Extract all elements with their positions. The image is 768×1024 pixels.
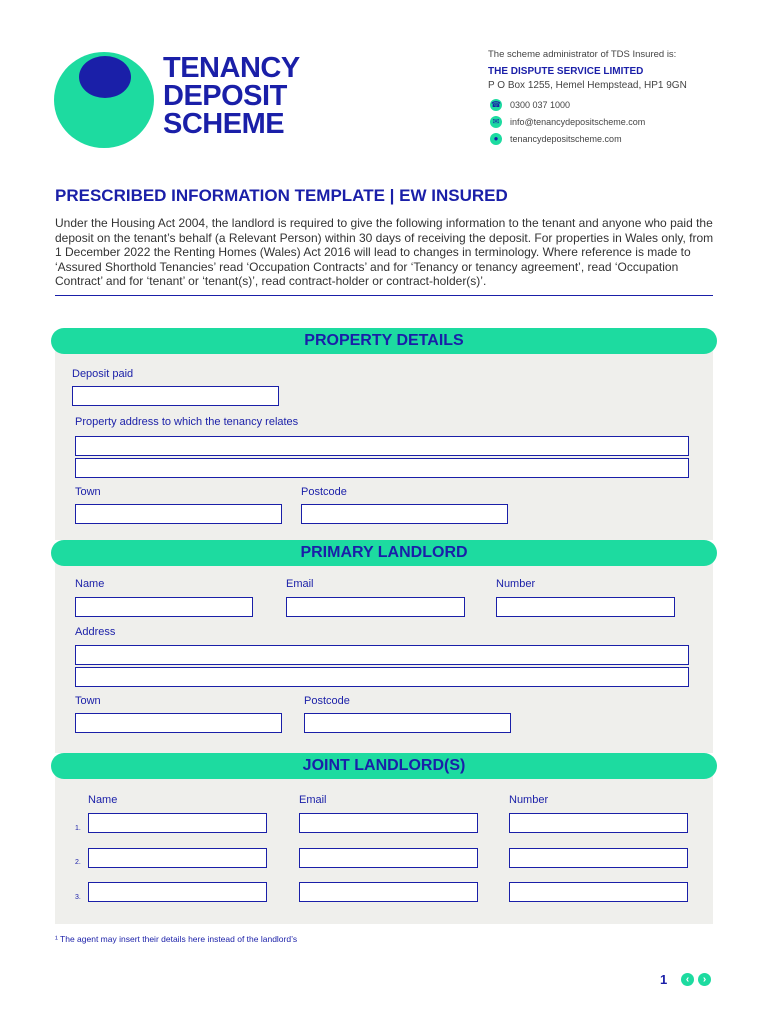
email-icon: ✉ (490, 116, 502, 128)
intro-paragraph: Under the Housing Act 2004, the landlord is required to give the following information to the tenant and anyone who paid the deposit on the tenant’s behalf (a Relevant Person) within 30 days of receiving the deposit. For properties in Wales only, from 1 December 2022 the Renting Homes (Wales) Act 2016 will lead to changes in terminology. Where reference is made to ‘Assured Shorthold Tenancies’ read ‘Occupation Contracts’ and for ‘Tenancy or tenancy agreement’, read ‘Occupation Contract’ and for ‘tenant’ or ‘tenant(s)’, read contract-holder or contract-holder(s)’. (55, 216, 714, 288)
primary-email-field[interactable] (286, 597, 465, 617)
website-row[interactable] (490, 133, 622, 145)
logo-text (163, 54, 300, 138)
property-address-field-2[interactable] (75, 458, 689, 478)
primary-address-label: Address (75, 626, 116, 638)
property-address-label: Property address to which the tenancy relates (75, 416, 299, 428)
joint-name-field-3[interactable] (88, 882, 267, 902)
joint-email-label: Email (299, 794, 327, 806)
joint-heading: JOINT LANDLORD(S) (51, 753, 717, 779)
company-name: THE DISPUTE SERVICE LIMITED (488, 66, 644, 77)
joint-email-field-3[interactable] (299, 882, 478, 902)
email-row[interactable] (490, 116, 645, 128)
property-heading: PROPERTY DETAILS (51, 328, 717, 354)
deposit-field[interactable] (72, 386, 279, 406)
joint-email-field-2[interactable] (299, 848, 478, 868)
primary-name-field[interactable] (75, 597, 253, 617)
primary-email-label: Email (286, 578, 314, 590)
primary-town-field[interactable] (75, 713, 282, 733)
company-address: P O Box 1255, Hemel Hempstead, HP1 9GN (488, 80, 687, 91)
footnote: ¹ The agent may insert their details here instead of the landlord’s (55, 934, 298, 944)
globe-icon: ● (490, 133, 502, 145)
page-title: PRESCRIBED INFORMATION TEMPLATE | EW INSURED (55, 186, 508, 205)
property-town-label: Town (75, 486, 101, 498)
logo-line-3: SCHEME (163, 108, 285, 140)
joint-row-number-3: 3. (75, 894, 81, 901)
property-town-field[interactable] (75, 504, 282, 524)
joint-number-field-2[interactable] (509, 848, 688, 868)
joint-number-field-3[interactable] (509, 882, 688, 902)
deposit-label: Deposit paid (72, 368, 134, 380)
primary-heading: PRIMARY LANDLORD (51, 540, 717, 566)
primary-number-field[interactable] (496, 597, 675, 617)
property-postcode-field[interactable] (301, 504, 508, 524)
logo-dot (79, 56, 131, 98)
joint-name-label: Name (88, 794, 118, 806)
primary-town-label: Town (75, 695, 101, 707)
joint-row-number-1: 1. (75, 825, 81, 832)
phone-text: 0300 037 1000 (510, 100, 571, 110)
primary-postcode-field[interactable] (304, 713, 511, 733)
joint-number-label: Number (509, 794, 549, 806)
logo-line-2: DEPOSIT (163, 80, 287, 112)
phone-row (490, 99, 570, 111)
chevron-right-icon[interactable]: › (698, 973, 711, 986)
joint-name-field-1[interactable] (88, 813, 267, 833)
primary-postcode-label: Postcode (304, 695, 350, 707)
joint-row-number-2: 2. (75, 859, 81, 866)
joint-name-field-2[interactable] (88, 848, 267, 868)
property-postcode-label: Postcode (301, 486, 347, 498)
logo-line-1: TENANCY (163, 52, 300, 84)
website-link[interactable]: tenancydepositscheme.com (510, 134, 622, 144)
joint-number-field-1[interactable] (509, 813, 688, 833)
property-address-field-1[interactable] (75, 436, 689, 456)
primary-name-label: Name (75, 578, 105, 590)
primary-address-field-2[interactable] (75, 667, 689, 687)
primary-address-field-1[interactable] (75, 645, 689, 665)
email-link[interactable]: info@tenancydepositscheme.com (510, 117, 646, 127)
divider (55, 295, 713, 296)
joint-email-field-1[interactable] (299, 813, 478, 833)
page-number: 1 (660, 972, 668, 987)
phone-icon: ☎ (491, 100, 501, 109)
chevron-left-icon[interactable]: ‹ (681, 973, 694, 986)
primary-number-label: Number (496, 578, 536, 590)
admin-line: The scheme administrator of TDS Insured is: (488, 49, 677, 60)
